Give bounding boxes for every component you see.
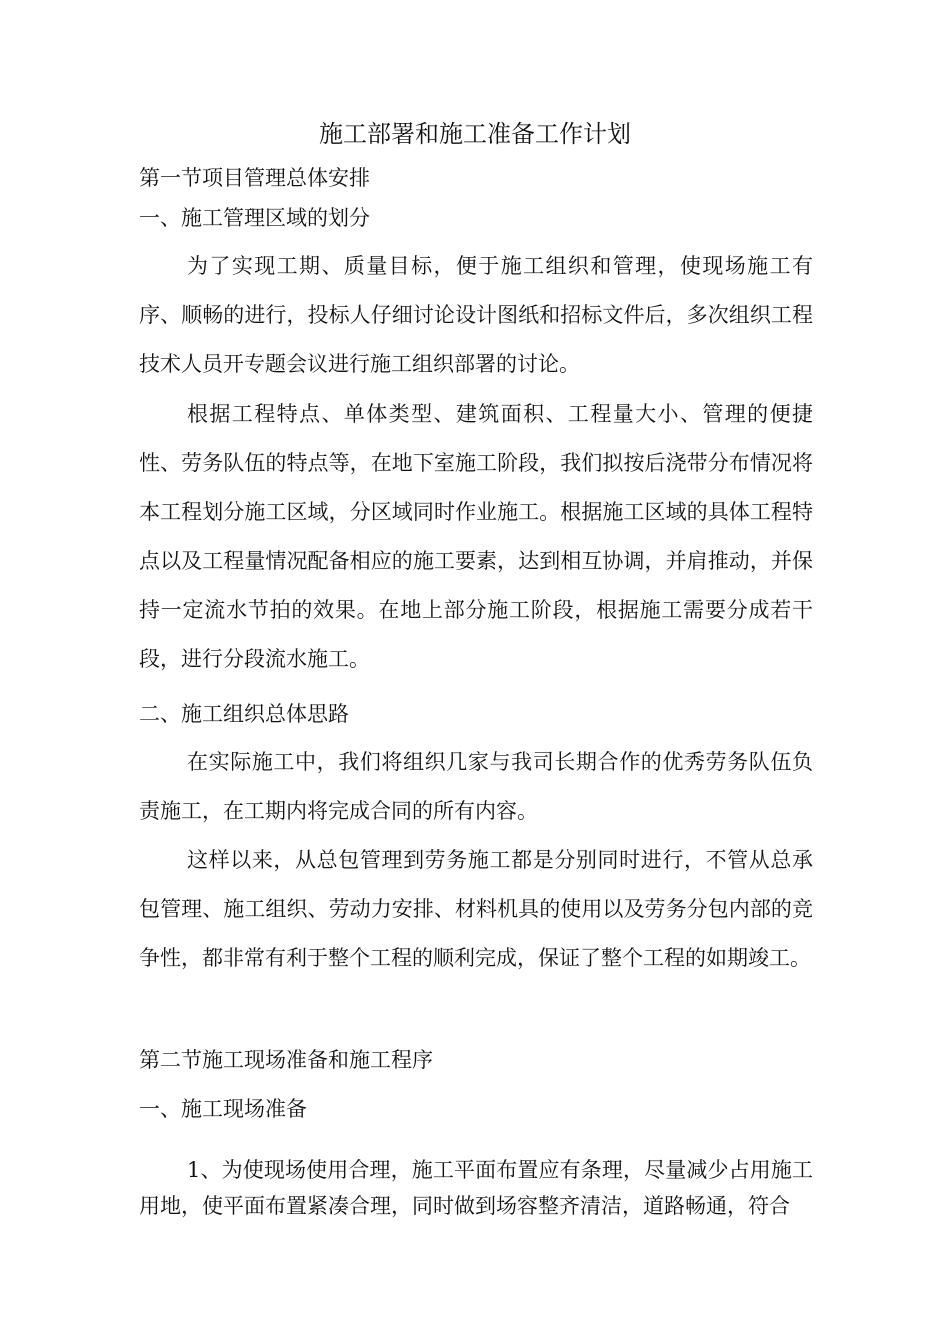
- paragraph: 1、为使现场使用合理，施工平面布置应有条理，尽量减少占用施工用地，使平面布置紧凑合理，同时做到场容整齐清洁，道路畅通，符合: [139, 1158, 813, 1218]
- document-title: 施工部署和施工准备工作计划: [319, 120, 631, 148]
- paragraph: 根据工程特点、单体类型、建筑面积、工程量大小、管理的便捷性、劳务队伍的特点等，在地下室施工阶段，我们拟按后浇带分布情况将本工程划分施工区域，分区域同时作业施工。根据施工区域的具体工程特点以及工程量情况配备相应的施工要素，达到相互协调，并肩推动，并保持一定流水节拍的效果。在地上部分施工阶段，根据施工需要分成若干段，进行分段流水施工。: [139, 402, 813, 671]
- subsection-heading-2-1: 一、施工现场准备: [139, 1097, 307, 1121]
- section-heading-1: 第一节项目管理总体安排: [139, 166, 370, 190]
- paragraph: 这样以来，从总包管理到劳务施工都是分别同时进行，不管从总承包管理、施工组织、劳动力安排、材料机具的使用以及劳务分包内部的竞争性，都非常有利于整个工程的顺利完成，保证了整个工程的如期竣工。: [139, 848, 813, 970]
- paragraph: 为了实现工期、质量目标，便于施工组织和管理，使现场施工有序、顺畅的进行，投标人仔细讨论设计图纸和招标文件后，多次组织工程技术人员开专题会议进行施工组织部署的讨论。: [139, 254, 813, 376]
- section-heading-2: 第二节施工现场准备和施工程序: [139, 1048, 433, 1072]
- subsection-heading-1-1: 一、施工管理区域的划分: [139, 206, 370, 230]
- subsection-heading-1-2: 二、施工组织总体思路: [139, 702, 349, 726]
- paragraph: 在实际施工中，我们将组织几家与我司长期合作的优秀劳务队伍负责施工，在工期内将完成合同的所有内容。: [139, 750, 813, 823]
